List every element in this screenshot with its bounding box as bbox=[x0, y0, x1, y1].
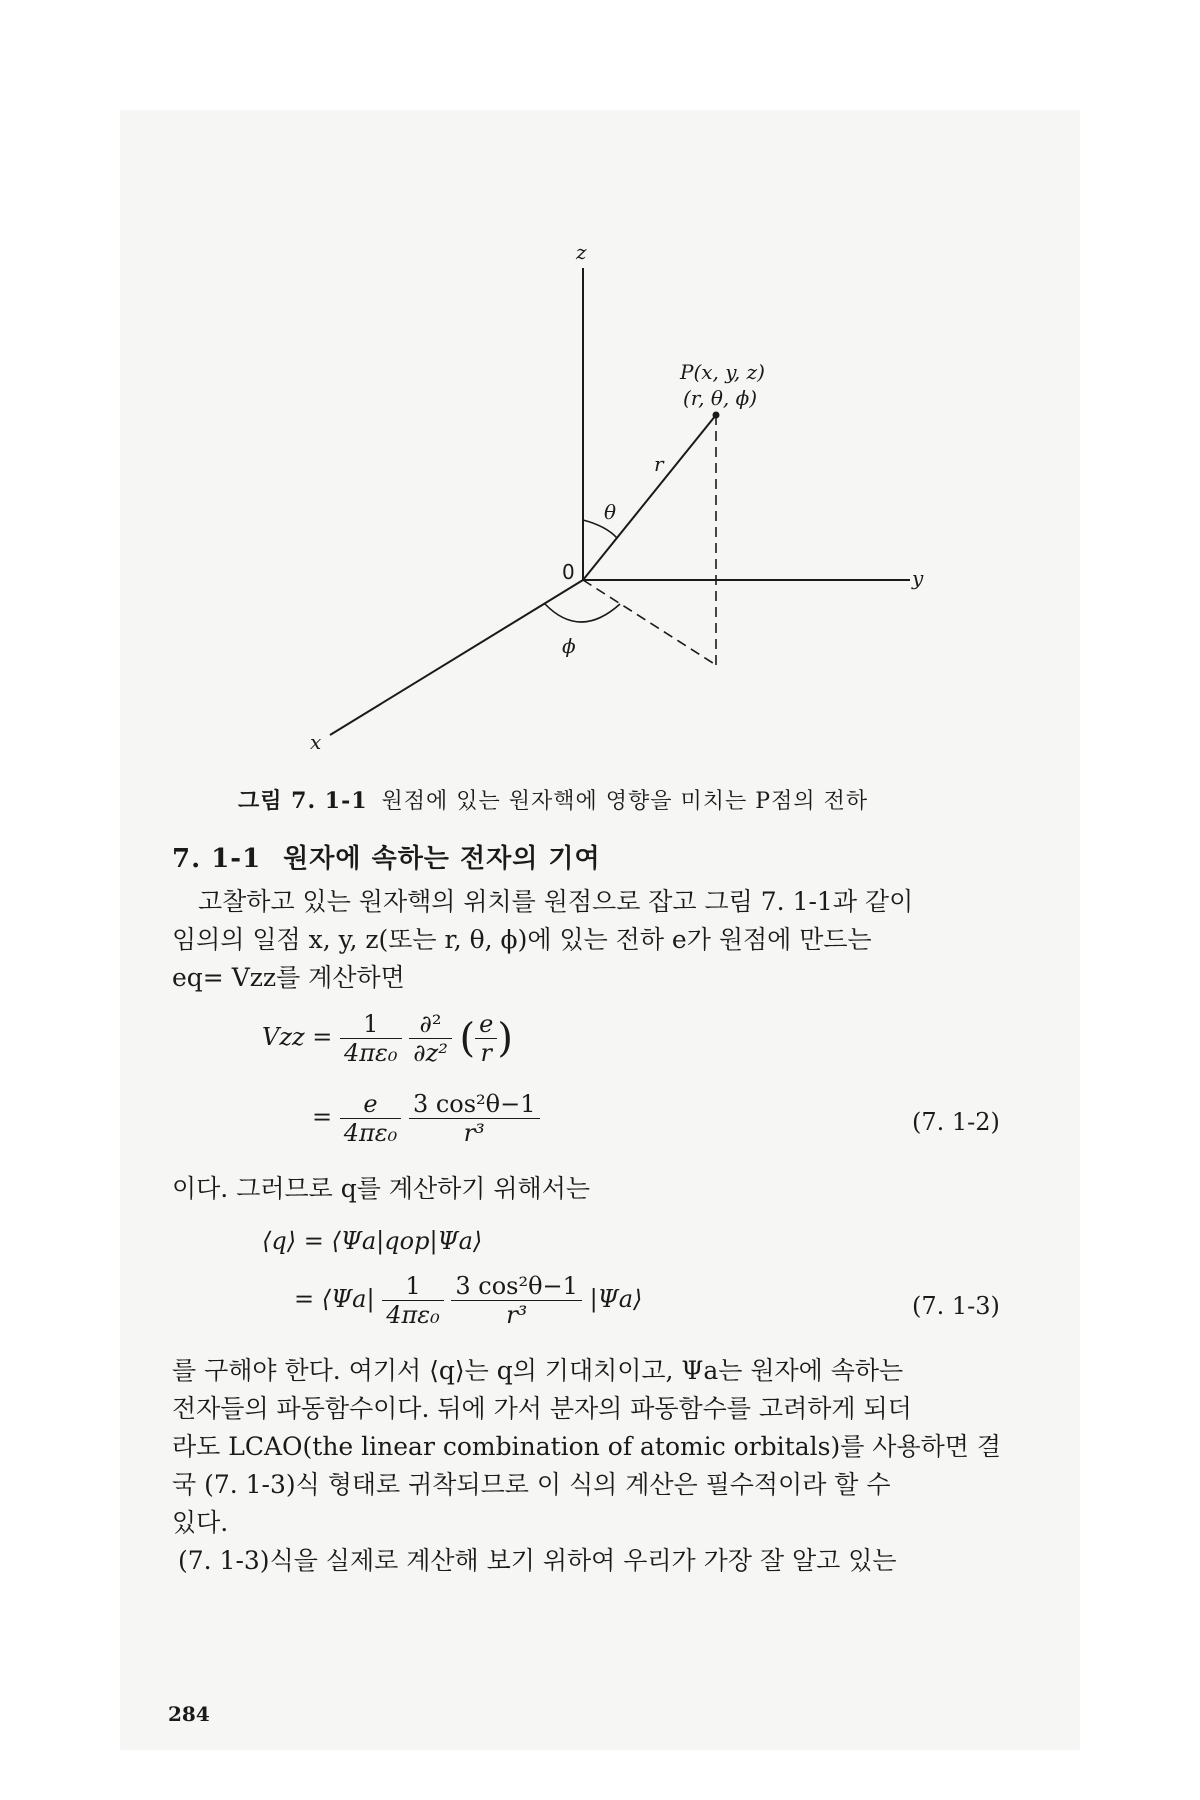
section-heading bbox=[172, 838, 601, 875]
phi-arc bbox=[545, 604, 620, 622]
x-axis-line bbox=[330, 580, 583, 735]
page-number: 284 bbox=[168, 1702, 210, 1726]
text-line: 고찰하고 있는 원자핵의 위치를 원점으로 잡고 그림 7. 1-1과 같이 bbox=[198, 887, 914, 916]
section-number: 7. 1-1 bbox=[172, 844, 262, 874]
theta-label: θ bbox=[604, 500, 617, 524]
text-line: 있다. bbox=[172, 1508, 229, 1537]
denominator: 4πε₀ bbox=[344, 1039, 398, 1067]
caption-text: 원점에 있는 원자핵에 영향을 미치는 P점의 전하 bbox=[381, 789, 869, 814]
x-axis-label: x bbox=[310, 730, 322, 754]
numerator: e bbox=[475, 1010, 497, 1039]
fraction bbox=[382, 1272, 444, 1329]
phi-label: ϕ bbox=[562, 634, 576, 658]
denominator: r³ bbox=[506, 1301, 528, 1329]
text-line: (7. 1-3)식을 실제로 계산해 보기 위하여 우리가 가장 잘 알고 있는 bbox=[178, 1546, 897, 1575]
numerator: 3 cos²θ−1 bbox=[409, 1090, 540, 1119]
section-title: 원자에 속하는 전자의 기여 bbox=[283, 844, 601, 874]
y-axis-label: y bbox=[912, 566, 924, 590]
numerator: 3 cos²θ−1 bbox=[451, 1272, 582, 1301]
fraction bbox=[409, 1090, 540, 1147]
numerator: e bbox=[340, 1090, 402, 1119]
radius-line bbox=[583, 415, 716, 580]
figure-drawing bbox=[0, 0, 1200, 780]
text-line: 국 (7. 1-3)식 형태로 귀착되므로 이 식의 계산은 필수적이라 할 수 bbox=[172, 1470, 891, 1499]
z-axis-label: z bbox=[576, 240, 587, 264]
denominator: 4πε₀ bbox=[386, 1301, 440, 1329]
origin-label: 0 bbox=[562, 560, 575, 584]
figure-caption bbox=[238, 784, 868, 815]
radius-label: r bbox=[654, 452, 664, 476]
paren-open: ( bbox=[459, 1015, 476, 1062]
text-line: 임의의 일점 x, y, z(또는 r, θ, ϕ)에 있는 전하 e가 원점에 만드는 bbox=[172, 925, 872, 954]
fraction bbox=[340, 1090, 402, 1147]
paragraph-then bbox=[172, 1170, 1040, 1208]
denominator: 4πε₀ bbox=[343, 1119, 398, 1147]
eq-suffix: |Ψa⟩ bbox=[589, 1285, 643, 1313]
denominator: r³ bbox=[463, 1119, 485, 1147]
caption-number: 그림 7. 1-1 bbox=[238, 788, 368, 814]
fraction bbox=[451, 1272, 582, 1329]
equation-vzz-line1 bbox=[262, 1010, 513, 1067]
denominator: ∂z² bbox=[413, 1039, 448, 1067]
point-cartesian-label: P(x, y, z) bbox=[680, 360, 765, 384]
equation-number-7-1-2: (7. 1-2) bbox=[912, 1108, 1000, 1136]
equation-q-line1: ⟨q⟩ = ⟨Ψa|qop|Ψa⟩ bbox=[262, 1227, 483, 1255]
fraction bbox=[475, 1010, 497, 1067]
fraction bbox=[340, 1010, 402, 1067]
point-spherical-label: (r, θ, ϕ) bbox=[683, 386, 758, 410]
paren-close: ) bbox=[497, 1015, 513, 1062]
equals-sign: = bbox=[312, 1103, 333, 1131]
eq-lhs: Vzz = bbox=[262, 1023, 333, 1051]
text-line: eq= Vzz를 계산하면 bbox=[172, 963, 405, 992]
plane-projection-line bbox=[583, 580, 716, 665]
numerator: 1 bbox=[382, 1272, 444, 1301]
text-line: 전자들의 파동함수이다. 뒤에 가서 분자의 파동함수를 고려하게 되더 bbox=[172, 1394, 912, 1423]
text-line: 이다. 그러므로 q를 계산하기 위해서는 bbox=[172, 1174, 590, 1203]
equation-q-line2 bbox=[294, 1272, 642, 1329]
fraction bbox=[409, 1010, 452, 1067]
equation-vzz-line2 bbox=[312, 1090, 540, 1147]
numerator: ∂² bbox=[409, 1010, 452, 1039]
text-line: 라도 LCAO(the linear combination of atomic orbitals)를 사용하면 결 bbox=[172, 1432, 1001, 1461]
paragraph-intro bbox=[172, 883, 1040, 997]
denominator: r bbox=[480, 1039, 492, 1067]
equation-number-7-1-3: (7. 1-3) bbox=[912, 1292, 1000, 1320]
text-line: 를 구해야 한다. 여기서 ⟨q⟩는 q의 기대치이고, Ψa는 원자에 속하는 bbox=[172, 1356, 904, 1385]
coordinate-figure bbox=[0, 0, 1200, 780]
numerator: 1 bbox=[340, 1010, 402, 1039]
eq-prefix: = ⟨Ψa| bbox=[294, 1285, 375, 1313]
paragraph-explanation bbox=[172, 1352, 1040, 1580]
